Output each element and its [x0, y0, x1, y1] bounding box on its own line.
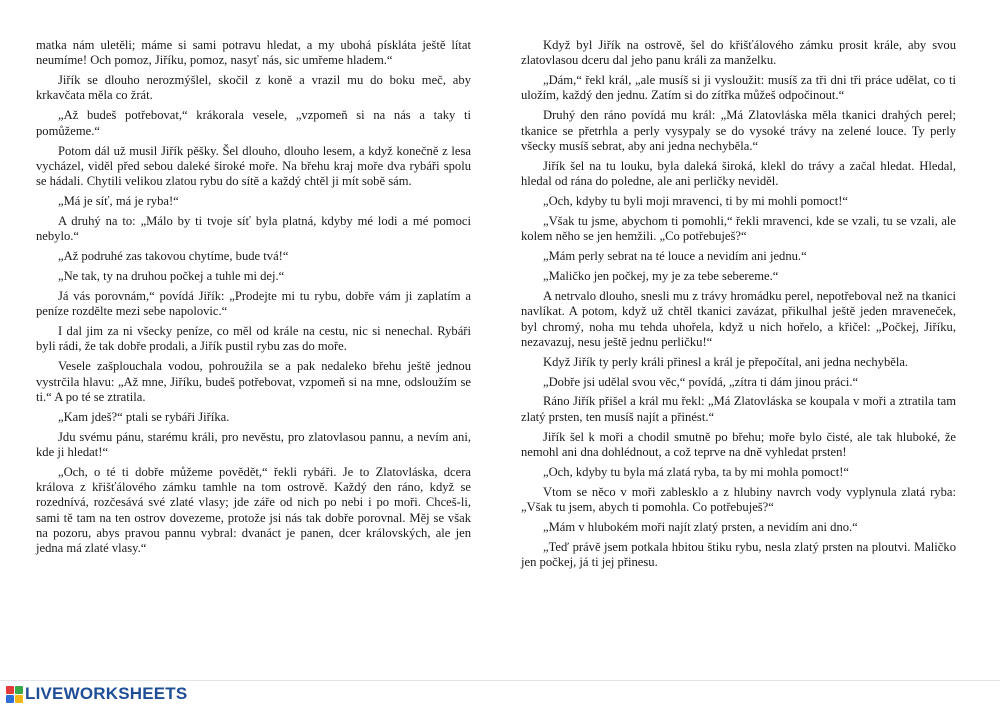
paragraph: „Ne tak, ty na druhou počkej a tuhle mi dej.“	[58, 269, 285, 284]
paragraph: Jiřík šel na tu louku, byla daleká široká, klekl do trávy a začal hledat. Hledal, hledal od rána do poledne, ale ani perličky neviděl.	[521, 158, 956, 189]
paragraph: I dal jim za ni všecky peníze, co měl od krále na cestu, nic si nenechal. Rybáři byli rádi, že tak dobře prodali, a Jiřík pustil rybu zas do moře.	[36, 324, 471, 354]
logo-square	[6, 695, 14, 703]
paragraph: Ráno Jiřík přišel a král mu řekl: „Má Zlatovláska se koupala v moři a ztratila tam zlatý prsten, ten musíš najít a přinést.“	[521, 394, 956, 424]
paragraph: Vtom se něco v moři zablesklo a z hlubiny navrch vody vyplynula zlatá ryba: „Však tu jsem, abych ti pomohla. Co potřebuješ?“	[521, 484, 956, 515]
paragraph: „Mám perly sebrat na té louce a nevidím ani jednu.“	[543, 249, 807, 264]
paragraph: matka nám uletěli; máme si sami potravu hledat, a my ubohá pískláta ještě lítat neumíme! Och pomoz, Jiříku, pomoz, nasyť nás, sic umřeme hladem.“	[36, 38, 471, 68]
right-text-column	[521, 38, 956, 575]
paragraph: „Až budeš potřebovat,“ krákorala vesele, „vzpomeň si na nás a taky ti pomůžeme.“	[36, 108, 471, 138]
logo-text: LIVEWORKSHEETS	[25, 684, 188, 703]
paragraph: „Kam jdeš?“ ptali se rybáři Jiříka.	[58, 409, 230, 424]
paragraph: Druhý den ráno povídá mu král: „Má Zlatovláska měla tkanici drahých perel; tkanice se přetrhla a perly vysypaly se do vysoké trávy na zelené louce. Ty perly všecky musíš sebrat, aby ani jedna nechyběla.“	[521, 108, 956, 153]
paragraph: Když byl Jiřík na ostrově, šel do křišťálového zámku prosit krále, aby svou zlatovlasou dceru dal jeho panu králi za manželku.	[521, 38, 956, 68]
paragraph: Jdu svému pánu, starému králi, pro nevěstu, pro zlatovlasou pannu, a nevím ani, kde ji hledat!“	[36, 429, 471, 459]
footer-bar	[0, 680, 1000, 707]
logo-square	[6, 686, 14, 694]
paragraph: „Teď právě jsem potkala hbitou štiku rybu, nesla zlatý prsten na ploutvi. Maličko jen počkej, já ti jej přinesu.	[521, 539, 956, 570]
paragraph: „Dám,“ řekl král, „ale musíš si ji vysloužit: musíš za tři dni tři práce udělat, co ti uložím, každý den jednu. Zatím si do zítřka můžeš odpočinout.“	[521, 73, 956, 103]
paragraph: Když Jiřík ty perly králi přinesl a král je přepočítal, ani jedna nechyběla.	[543, 354, 909, 369]
paragraph: Potom dál už musil Jiřík pěšky. Šel dlouho, dlouho lesem, a když konečně z lesa vycházel, viděl před sebou daleké široké moře. Na břehu kraj moře dva rybáři spolu se hádali. Chytili velikou zlatou rybu do sítě a každý chtěl ji mít sobě sám.	[36, 143, 471, 189]
paragraph: „Och, kdyby tu byli moji mravenci, ti by mi mohli pomoct!“	[543, 194, 848, 209]
paragraph: Jiřík se dlouho nerozmýšlel, skočil z koně a vrazil mu do boku meč, aby krkavčata měla co žrát.	[36, 73, 471, 103]
paragraph: „Dobře jsi udělal svou věc,“ povídá, „zítra ti dám jinou práci.“	[543, 374, 859, 389]
paragraph: Já vás porovnám,“ povídá Jiřík: „Prodejte mi tu rybu, dobře vám ji zaplatím a peníze rozdělte mezi sebe napolovic.“	[36, 288, 471, 319]
logo-square	[15, 686, 23, 694]
paragraph: A netrvalo dlouho, snesli mu z trávy hromádku perel, nepotřeboval než na tkanici navlíkat. A potom, když už chtěl tkanici zavázat, přikulhal ještě jeden mraveneček, byl chromý, noha mu tehda uhořela, když u nich hořelo, a křičel: „Počkej, Jiříku, nezavazuj, nesu ještě jednu perličku!“	[521, 288, 956, 349]
paragraph: A druhý na to: „Málo by ti tvoje síť byla platná, kdyby mé lodi a mé pomoci nebylo.“	[36, 213, 471, 244]
paragraph: Vesele zašplouchala vodou, pohroužila se a pak nedaleko břehu ještě jednou vystrčila hlavu: „Až mne, Jiříku, budeš potřebovat, vzpomeň si na mne, odsloužím se ti.“ A po té se ztratila.	[36, 359, 471, 404]
paragraph: „Och, o té ti dobře můžeme povědět,“ řekli rybáři. Je to Zlatovláska, dcera králova z křišťálového zámku tamhle na tom ostrově. Každý den ráno, když se rozednívá, rozčesává své zlaté vlasy; jde záře od nich po nebi i po moři. Chceš-li, sami tě tam na ten ostrov dovezeme, protože jsi nás tak dobře porovnal. Měj se však na pozoru, abys pravou pannu vybral: dvanáct je panen, dcer královských, ale jen jedna má zlaté vlasy.“	[36, 464, 471, 556]
paragraph: „Má je síť, má je ryba!“	[58, 194, 179, 209]
liveworksheets-logo[interactable]	[6, 683, 187, 705]
paragraph: „Však tu jsme, abychom ti pomohli,“ řekli mravenci, kde se vzali, tu se vzali, ale kolem něho se jen hemžili. „Co potřebuješ?“	[521, 213, 956, 244]
paragraph: „Až podruhé zas takovou chytíme, bude tvá!“	[58, 249, 289, 264]
logo-square	[15, 695, 23, 703]
paragraph: „Mám v hlubokém moři najít zlatý prsten, a nevidím ani dno.“	[543, 519, 858, 534]
left-text-column	[36, 38, 471, 561]
logo-squares-icon	[6, 686, 23, 703]
paragraph: „Maličko jen počkej, my je za tebe sebereme.“	[543, 269, 779, 284]
paragraph: Jiřík šel k moři a chodil smutně po břehu; moře bylo čisté, ale tak hluboké, že nemohl ani dna dohlédnout, a což teprve na dně vyhledat prsten!	[521, 429, 956, 459]
paragraph: „Och, kdyby tu byla má zlatá ryba, ta by mi mohla pomoct!“	[543, 464, 850, 479]
